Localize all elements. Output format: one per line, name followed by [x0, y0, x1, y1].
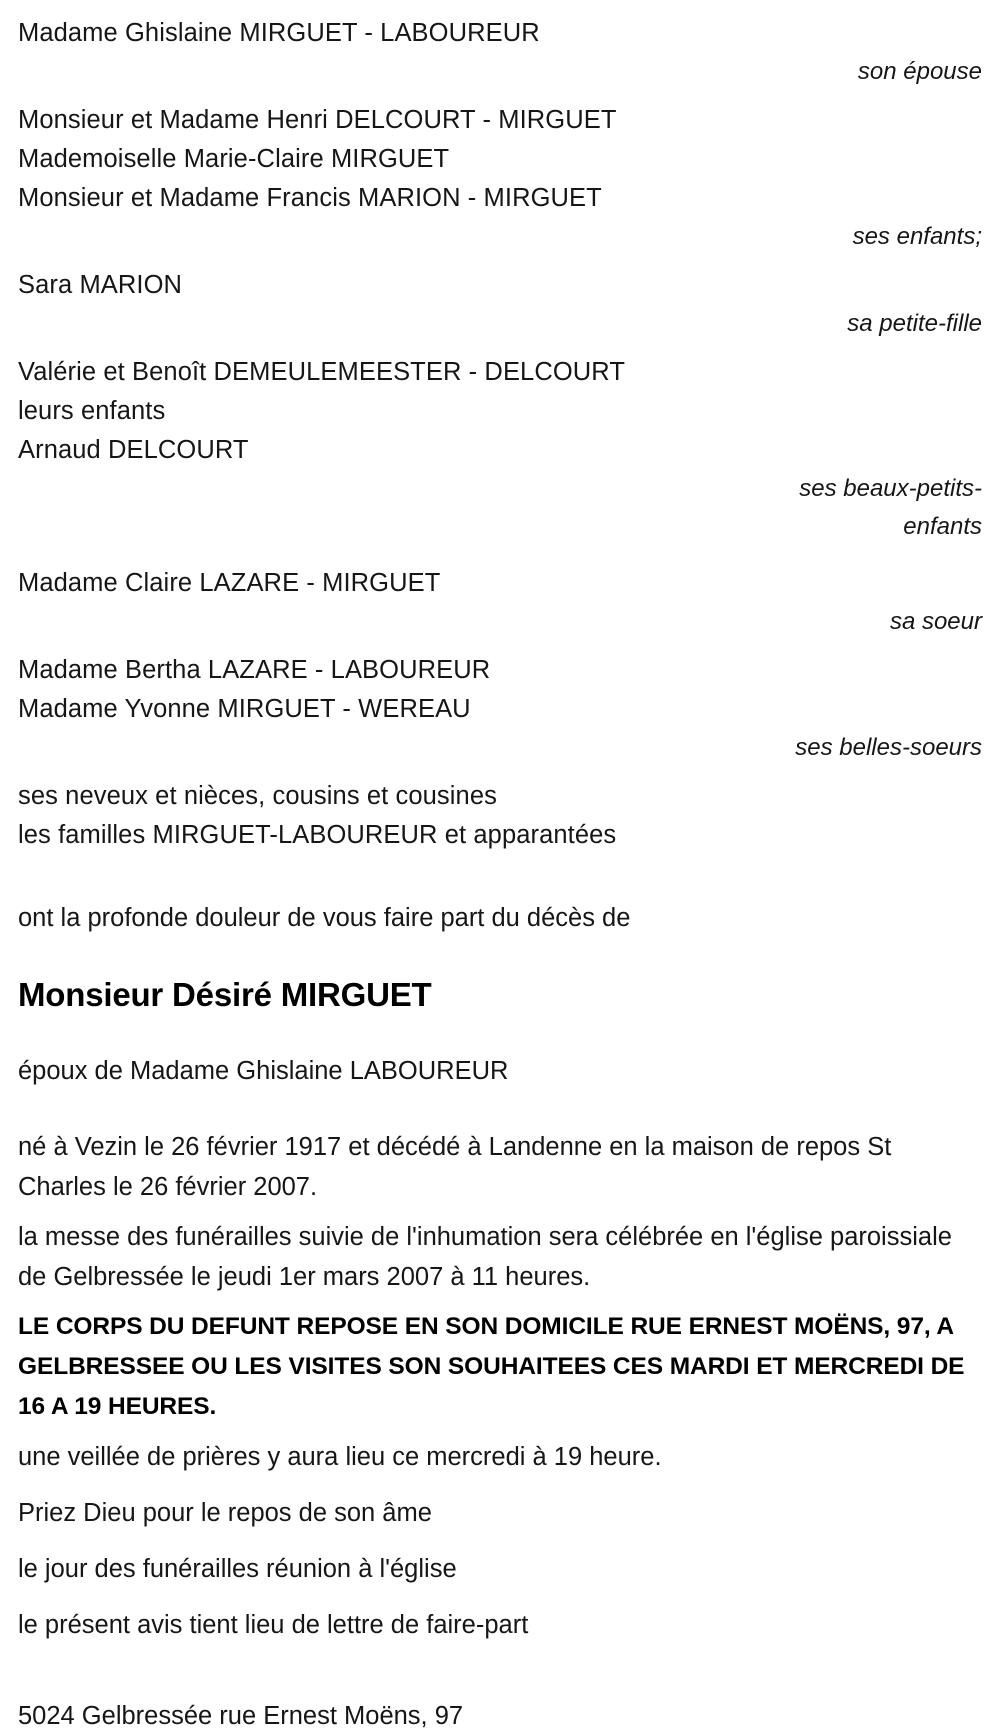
relation-label-children: ses enfants; [852, 223, 982, 250]
group-spacer [18, 256, 982, 266]
para-spacer [18, 1533, 982, 1549]
group-spacer [18, 767, 982, 777]
birth-death-text: né à Vezin le 26 février 1917 et décédé à Landenne en la maison de repos St Charles le 26 février 2007. [18, 1133, 892, 1201]
address-spacer [18, 1645, 982, 1697]
group-spacer [18, 641, 982, 651]
relation-label-line: enfants [903, 513, 982, 540]
gathering-text: le jour des funérailles réunion à l'église [18, 1555, 457, 1583]
announcer-group-sisters-in-law [18, 651, 982, 767]
announcer-group-granddaughter [18, 266, 982, 343]
announcer-name: Mademoiselle Marie-Claire MIRGUET [18, 145, 450, 173]
announcer-name: Madame Ghislaine MIRGUET - LABOUREUR [18, 19, 540, 47]
details-spacer [18, 1091, 982, 1127]
relation-label-spouse: son épouse [857, 58, 982, 85]
group-spacer [18, 91, 982, 101]
para-spacer [18, 1427, 982, 1437]
intro-text: ont la profonde douleur de vous faire part du décès de [18, 904, 631, 932]
announcer-name: Monsieur et Madame Henri DELCOURT - MIRGUET [18, 106, 617, 134]
para-spacer [18, 1207, 982, 1217]
para-spacer [18, 1297, 982, 1307]
deceased-spacer [18, 938, 982, 974]
spouse-line: époux de Madame Ghislaine LABOUREUR [18, 1057, 509, 1085]
deceased-name: Monsieur Désiré MIRGUET [18, 976, 432, 1013]
notice-line-text: le présent avis tient lieu de lettre de faire-part [18, 1611, 529, 1639]
visitation-notice-text: LE CORPS DU DEFUNT REPOSE EN SON DOMICILE RUE ERNEST MOËNS, 97, A GELBRESSEE OU LES VISITES SON SOUHAITEES CES MARDI ET MERCREDI DE 16 A 19 HEURES. [18, 1313, 965, 1420]
vigil-text: une veillée de prières y aura lieu ce mercredi à 19 heure. [18, 1443, 662, 1471]
para-spacer [18, 1589, 982, 1605]
para-spacer [18, 1477, 982, 1493]
announcer-group-extended-family [18, 777, 982, 855]
announcer-group-sister [18, 564, 982, 641]
announcer-group-children [18, 101, 982, 256]
announcer-name: Arnaud DELCOURT [18, 436, 249, 464]
group-spacer [18, 546, 982, 564]
announcer-name: Valérie et Benoît DEMEULEMEESTER - DELCOURT [18, 358, 626, 386]
announcer-name: Madame Yvonne MIRGUET - WEREAU [18, 695, 471, 723]
relation-label-sister: sa soeur [889, 608, 982, 635]
group-spacer [18, 343, 982, 353]
announcer-name: ses neveux et nièces, cousins et cousines [18, 782, 497, 810]
funeral-text: la messe des funérailles suivie de l'inhumation sera célébrée en l'église paroissiale de Gelbressée le jeudi 1er mars 2007 à 11 heures. [18, 1223, 952, 1291]
intro-spacer [18, 855, 982, 899]
announcer-name: Monsieur et Madame Francis MARION - MIRGUET [18, 184, 602, 212]
relation-label-line: ses beaux-petits- [799, 475, 982, 502]
announcer-name: les familles MIRGUET-LABOUREUR et apparantées [18, 821, 617, 849]
announcer-name: leurs enfants [18, 397, 166, 425]
announcer-name: Madame Bertha LAZARE - LABOUREUR [18, 656, 491, 684]
announcer-name: Madame Claire LAZARE - MIRGUET [18, 569, 441, 597]
prayer-text: Priez Dieu pour le repos de son âme [18, 1499, 432, 1527]
announcer-group-spouse [18, 14, 982, 91]
top-spacer [18, 0, 982, 14]
announcer-group-step-grandchildren [18, 353, 982, 546]
relation-label-sisters-in-law: ses belles-soeurs [795, 734, 982, 761]
address-text: 5024 Gelbressée rue Ernest Moëns, 97 [18, 1702, 464, 1730]
relation-label-step-grandchildren [18, 470, 982, 546]
relation-label-granddaughter: sa petite-fille [847, 310, 982, 337]
announcer-name: Sara MARION [18, 271, 183, 299]
spouse-line-spacer [18, 1016, 982, 1052]
